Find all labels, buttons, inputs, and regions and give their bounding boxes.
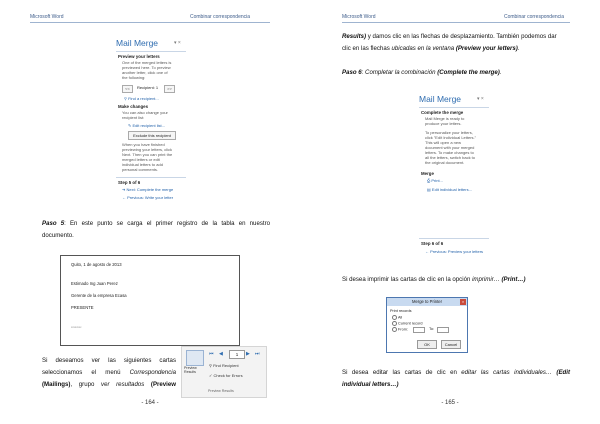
top-para-line2 xyxy=(342,43,520,54)
section-heading: Make changes xyxy=(118,104,149,109)
print-paragraph xyxy=(342,274,526,285)
letter-presente: PRESENTE xyxy=(71,305,94,310)
radio-current[interactable] xyxy=(392,321,422,326)
pane-text: click "Edit Individual Letters." xyxy=(425,135,477,140)
pane-text: Mail Merge is ready to xyxy=(425,116,465,121)
next-record-icon[interactable]: ▶ xyxy=(246,351,250,357)
header-rule xyxy=(30,22,270,23)
top-para-f: . xyxy=(517,45,520,52)
paso5-line2: documento. xyxy=(42,232,74,239)
edit-para-d: individual letters…) xyxy=(342,381,399,388)
step-label: Step 5 of 6 xyxy=(118,180,141,185)
pane-text: previewing your letters, click xyxy=(122,147,173,152)
bottom-line2 xyxy=(42,367,176,378)
to-input[interactable] xyxy=(437,327,449,333)
arrow-left-icon: ← xyxy=(425,249,429,254)
printer-icon: ⎙ xyxy=(427,178,431,183)
pane-text: This will open a new xyxy=(425,140,462,145)
bottom-line3-a: (Mailings) xyxy=(42,381,71,388)
recipient-label: Recipient: 1 xyxy=(137,85,159,90)
top-para-e: (Preview your letters) xyxy=(454,45,518,52)
pane-text: the following: xyxy=(122,75,146,80)
pane-text: produce your letters. xyxy=(425,121,462,126)
paso6-b: (Complete the merge) xyxy=(437,69,500,76)
paso6-a: : Completar la combinación xyxy=(361,69,438,76)
check-icon: ✓ xyxy=(209,373,213,378)
merge-to-printer-dialog xyxy=(386,297,468,353)
pane-controls-icon[interactable]: ▾ × xyxy=(174,40,181,46)
pane-text: individual letters to add xyxy=(122,162,163,167)
exclude-recipient-button[interactable]: Exclude this recipient xyxy=(128,131,176,140)
bottom-line2-a: seleccionamos el menú xyxy=(42,369,130,376)
paso6-c: . xyxy=(499,69,502,76)
paso5-label: Paso 5 xyxy=(42,220,65,227)
to-label: To: xyxy=(429,327,435,331)
radio-current-label: Current record xyxy=(398,321,423,326)
next-step-label: Next: Complete the merge xyxy=(126,187,174,192)
next-step-link[interactable] xyxy=(122,187,173,192)
from-label: From: xyxy=(398,327,408,332)
record-number-input[interactable]: 1 xyxy=(229,350,245,359)
bottom-line2-b: Correspondencia xyxy=(129,369,176,376)
top-para-c: clic en las flechas xyxy=(342,45,392,52)
radio-icon xyxy=(392,315,397,320)
previous-record-icon[interactable]: ◀ xyxy=(219,351,223,357)
pane-text: another letter, click one of xyxy=(122,70,168,75)
right-page xyxy=(300,0,600,424)
pane-text: recipient list: xyxy=(122,115,145,120)
bottom-line1: Si deseamos ver las siguientes cartas xyxy=(42,357,176,364)
letter-greeting: Estimado Ing Juan Perez xyxy=(71,281,118,286)
print-para-b: imprimir… xyxy=(472,276,500,283)
section-heading: Complete the merge xyxy=(421,110,464,115)
header-left: Microsoft Word xyxy=(342,14,376,20)
previous-step-link[interactable] xyxy=(425,249,483,254)
check-errors-label: Check for Errors xyxy=(213,373,243,378)
pane-divider xyxy=(116,51,186,52)
mail-merge-pane xyxy=(112,32,188,208)
top-para-b: y damos clic en las flechas de desplazamiento. También podemos dar xyxy=(366,33,557,40)
top-para-a: Results) xyxy=(342,33,367,40)
pane-text: the original document. xyxy=(425,160,465,165)
pane-text: When you have finished xyxy=(122,142,165,147)
print-para-c: (Print…) xyxy=(499,276,526,283)
pane-text: all the letters, switch back to xyxy=(425,155,476,160)
letter-footer: xxxxxxxx xyxy=(71,326,82,329)
step-label: Step 6 of 6 xyxy=(421,241,444,246)
letter-position: Gerente de la empresa Ecasa xyxy=(71,293,127,298)
pane-controls-icon[interactable]: ▾ × xyxy=(477,96,484,102)
edit-letters-link[interactable] xyxy=(427,187,472,192)
letter-date: Quito, 1 de agosto de 2013 xyxy=(71,262,122,267)
dialog-title: Merge to Printer xyxy=(387,298,467,306)
merge-heading: Merge xyxy=(421,171,434,176)
edit-paragraph-line1 xyxy=(342,367,570,378)
pane-text: merged letters or edit xyxy=(122,157,160,162)
edit-letters-label: Edit individual letters... xyxy=(431,187,472,192)
letter-preview xyxy=(60,255,240,346)
paso5-text: : En este punto se carga el primer registro de la tabla en nuestro xyxy=(64,220,270,227)
page-number: - 164 - xyxy=(141,400,159,406)
find-recipient-button-label: Find Recipient xyxy=(213,363,239,368)
find-recipient-label: Find a recipient... xyxy=(128,96,159,101)
header-left: Microsoft Word xyxy=(30,14,64,20)
close-icon[interactable]: × xyxy=(461,299,465,304)
radio-all-label: All xyxy=(398,315,403,320)
find-icon: ⚲ xyxy=(209,363,212,368)
paso6-line xyxy=(342,67,502,78)
preview-results-ribbon xyxy=(181,346,267,398)
pane-text: letters. To make changes to xyxy=(425,150,474,155)
pane-text: Next. Then you can print the xyxy=(122,152,173,157)
from-input[interactable] xyxy=(413,327,425,333)
arrow-left-icon: ← xyxy=(122,195,126,200)
previous-step-label: Previous: Preview your letters xyxy=(430,249,484,254)
print-link[interactable] xyxy=(427,178,443,183)
preview-results-button-label[interactable]: Preview Results xyxy=(184,366,197,374)
preview-results-icon[interactable] xyxy=(186,350,204,366)
cancel-button[interactable]: Cancel xyxy=(441,340,461,349)
arrow-right-icon: ➜ xyxy=(122,187,126,192)
edit-paragraph-line2 xyxy=(342,379,399,390)
edit-para-a: Si desea editar las cartas de clic en xyxy=(342,369,462,376)
paso6-label: Paso 6 xyxy=(342,69,362,76)
check-errors-button[interactable] xyxy=(209,373,243,378)
previous-recipient-button[interactable]: << xyxy=(122,85,133,93)
mail-merge-pane-step6 xyxy=(415,88,491,258)
next-recipient-button[interactable]: >> xyxy=(164,85,175,93)
pane-text: You can also change your xyxy=(122,110,168,115)
edit-para-c: (Edit xyxy=(552,369,570,376)
pane-text: To personalize your letters, xyxy=(425,130,473,135)
bottom-line3 xyxy=(42,379,176,390)
radio-icon xyxy=(392,321,397,326)
paso5-line1 xyxy=(42,218,270,229)
edit-para-b: editar las cartas individuales… xyxy=(461,369,553,376)
previous-step-link[interactable] xyxy=(122,195,173,200)
find-recipient-button[interactable] xyxy=(209,363,239,368)
last-record-icon[interactable]: ⏭ xyxy=(255,351,260,357)
bottom-line3-d: (Preview xyxy=(144,381,176,388)
section-heading: Preview your letters xyxy=(118,54,160,59)
print-link-label: Print... xyxy=(431,178,443,183)
edit-icon: ✎ xyxy=(128,123,132,128)
pane-text: One of the merged letters is xyxy=(122,60,172,65)
bottom-line3-b: , grupo xyxy=(70,381,102,388)
print-records-label: Print records xyxy=(390,309,412,313)
header-rule xyxy=(342,22,570,23)
print-para-a: Si desea imprimir las cartas de clic en la opción xyxy=(342,276,473,283)
pane-title: Mail Merge xyxy=(116,38,159,48)
previous-step-label: Previous: Write your letter xyxy=(127,195,174,200)
search-icon: ⚲ xyxy=(124,96,127,101)
ok-button[interactable]: OK xyxy=(417,340,437,349)
pane-divider xyxy=(419,107,489,108)
header-right: Combinar correspondencia xyxy=(190,14,251,20)
pane-title: Mail Merge xyxy=(419,94,462,104)
top-para-d: ubicadas en la ventana xyxy=(391,45,455,52)
first-record-icon[interactable]: ⏮ xyxy=(209,351,214,357)
pane-text: document with your merged xyxy=(425,145,475,150)
pane-text: previewed here. To preview xyxy=(122,65,171,70)
pane-text: personal comments. xyxy=(122,167,159,172)
edit-recipient-list-link[interactable] xyxy=(128,123,165,128)
pane-divider xyxy=(116,177,186,178)
edit-recipient-list-label: Edit recipient list... xyxy=(132,123,165,128)
radio-all[interactable] xyxy=(392,315,402,320)
document-icon: ▤ xyxy=(427,187,431,192)
bottom-line3-c: ver resultados xyxy=(101,381,145,388)
radio-from[interactable] xyxy=(392,327,408,332)
radio-icon xyxy=(392,327,397,332)
header-right: Combinar correspondencia xyxy=(504,14,565,20)
page-number: - 165 - xyxy=(441,400,459,406)
find-recipient-link[interactable] xyxy=(124,96,159,101)
top-para-line1 xyxy=(342,31,557,42)
pane-divider xyxy=(419,238,489,239)
ribbon-group-label: Preview Results xyxy=(208,389,234,393)
